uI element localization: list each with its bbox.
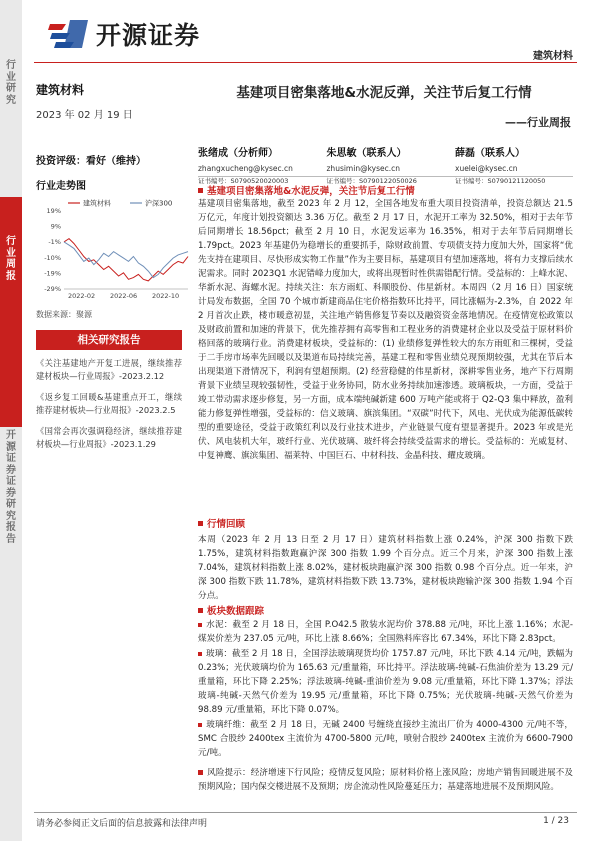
author-cert: 证书编号：S0790121120050 <box>455 177 546 185</box>
company-logo <box>48 18 200 50</box>
footer-disclaimer: 请务必参阅正文后面的信息披露和法律声明 <box>36 819 208 829</box>
logo-text: 开源证券 <box>96 21 201 50</box>
chart-y-tick-label: -10% <box>44 253 61 262</box>
section-heading-sector-data <box>198 603 264 617</box>
chart-source: 数据来源：聚源 <box>36 310 92 319</box>
logo-mark-icon <box>48 18 92 50</box>
related-reports-list <box>36 357 182 458</box>
chart-y-tick-label: -19% <box>44 269 61 278</box>
chart-y-tick-label: 19% <box>46 207 61 215</box>
sector-data-item <box>198 718 573 760</box>
header-category: 建筑材料 <box>533 51 573 62</box>
author-card <box>198 147 316 186</box>
sector-data-item <box>198 647 573 717</box>
page-number: 1 / 23 <box>543 816 569 826</box>
chart-series-line <box>64 242 188 278</box>
market-review-paragraph: 本周（2023 年 2 月 13 日至 2 月 17 日）建筑材料指数上涨 0.24%，沪深 300 指数下跌 1.75%，建筑材料指数跑赢沪深 300 指数 1.99 个百分点。近三个月来，沪深 300 指数上涨 7.04%，建筑材料指数上涨 8.02%，建材板块跑赢沪深 300 指数 0.98 个百分点。近一年来，沪深 300 指数下跌 11.78%，建筑材料指数下跌 13.73%，建材板块跑输沪深 300 指数 1.94 个百分点。 <box>198 535 573 601</box>
report-date: 2023 年 02 月 19 日 <box>36 110 133 121</box>
section-heading-market-review <box>198 516 245 530</box>
square-bullet-icon <box>198 521 203 526</box>
section-heading-summary <box>198 183 415 197</box>
investment-rating: 投资评级：看好（维持） <box>36 156 146 167</box>
sector-data-item <box>198 618 573 646</box>
author-card <box>455 147 573 186</box>
side-strip-mid-label: 行业周报 <box>6 236 16 282</box>
side-strip-highlight <box>0 197 22 427</box>
report-subtitle: ——行业周报 <box>505 116 571 129</box>
square-bullet-icon <box>198 723 202 727</box>
author-cert: 证书编号：S0790520020003 <box>198 177 289 185</box>
square-bullet-icon <box>198 188 203 193</box>
section-heading-text: 行情回顾 <box>207 519 246 530</box>
sector-data-text: 水泥：截至 2 月 18 日，全国 P.O42.5 散装水泥均价 378.88 元/吨，环比上涨 1.16%；水泥-煤炭价差为 237.05 元/吨，环比上涨 8.66%；全国熟料库容比 67.34%，环比下降 2.83pct。 <box>198 620 573 644</box>
author-name: 朱思敏（联系人） <box>326 148 407 159</box>
industry-name: 建筑材料 <box>36 83 85 97</box>
author-divider <box>198 176 573 177</box>
report-title: 基建项目密集落地&水泥反弹，关注节后复工行情 <box>236 85 532 101</box>
author-cert: 证书编号：S0790122050026 <box>326 177 417 185</box>
square-bullet-icon <box>198 608 203 613</box>
trend-chart-title: 行业走势图 <box>36 181 86 192</box>
summary-paragraph: 基建项目密集落地，截至 2023 年 2 月 12，全国各地发布重大项目投资清单，投资总额达 21.5 万亿元，年度计划投资额达 3.36 万亿。截至 2 月 17 日，水泥开工率为 32.50%，相对于去年节后同期增长 18.56pct；截至 2 月 10 日，水泥发运率为 16.35%，相对于去年节后同期增长 1.79pct。2023 年基建仍为稳增长的重要抓手，除财政前置、专项债支持力度加大外，国家将“优先支持在建项目、尽快形成实物工作量”作为主要目标，基建项目有望加速落地，将有力支撑后续水泥需求。同时 2023Q1 水泥错峰力度加大，或将出现暂时性供需错配行情。受益标的：上峰水泥、华新水泥、海螺水泥。持续关注：东方雨虹、科顺股份、伟星新材。本周四（2 月 16 日）国家统计局发布数据，全国 70 个城市新建商品住宅价格指数环比持平，同比涨幅为-2.3%，自 2022 年 2 月首次止跌，楼市暖意初显，关注地产销售修复节奏以及融资资金落地情况。在疫情宽松政策以及财政前置和加速的背景下，优先推荐拥有高零售和工程业务的消费建材企业以及受益于原材料价格回落的玻璃行业。消费建材板块，受益标的：(1) 业绩修复弹性较大的东方雨虹和三棵树，受益于二手房市场率先回暖以及渠道布局持续完善，基建工程和零售业绩兑现预期较强，尤其在节后本出现渠道下滑情况下，利润有望超预期。(2) 经营稳健的伟星新材，深耕零售业务，地产下行周期背景下业绩呈现较强韧性，受益于业务协同，防水业务持续加速渗透。玻璃板块，一方面，受益于竣工带动需求逐步修复，另一方面，成本端纯碱新建 600 万吨产能或将于 Q2-Q3 集中释放，盈利能力修复弹性增强，受益标的：信义玻璃、旗滨集团。“双碳”时代下，风电、光伏成为能源低碳转型的重要途径，受益于政策红利以及行业技术进步，产业链景气度有望显著提升。2023 年或是光伏、风电装机大年，玻纤行业、光伏玻璃、玻纤将会持续受益需求的增长。受益标的：光威复材、中复神鹰、旗滨集团、福莱特、中国巨石、中材科技、金晶科技、耀皮玻璃。 <box>198 199 573 461</box>
author-email[interactable]: xuelei@kysec.cn <box>455 164 518 173</box>
chart-x-tick-label: 2022-10 <box>152 292 180 300</box>
chart-legend-label: 建筑材料 <box>83 199 111 208</box>
trend-chart <box>32 197 192 302</box>
chart-y-tick-label: 9% <box>50 222 61 231</box>
side-strip-top-label: 行业研究 <box>6 60 16 106</box>
section-heading-text: 板块数据跟踪 <box>207 606 265 617</box>
chart-y-tick-label: -1% <box>48 238 61 247</box>
chart-x-tick-label: 2022-02 <box>68 292 96 300</box>
chart-x-tick-label: 2022-06 <box>110 292 138 300</box>
risk-warning-text: 风险提示：经济增速下行风险；疫情反复风险；原材料价格上涨风险；房地产销售回暖进展不及预期风险；国内保交楼进展不及预期；房企流动性风险蔓延压力；基建落地进展不及预期风险。 <box>198 768 573 792</box>
author-name: 张绪成（分析师） <box>198 148 278 159</box>
author-card <box>327 147 445 186</box>
risk-warning <box>198 766 573 794</box>
section-heading-text: 基建项目密集落地&水泥反弹，关注节后复工行情 <box>207 186 415 197</box>
square-bullet-icon <box>198 623 202 627</box>
chart-y-tick-label: -29% <box>44 285 61 293</box>
related-report-item[interactable]: 《关注基建地产开复工进展，继续推荐建材板块—行业周报》-2023.2.12 <box>36 358 182 382</box>
side-strip-bottom-label: 开源证券 证券研究报告 <box>6 430 16 545</box>
chart-legend-label: 沪深300 <box>145 199 173 208</box>
header-divider <box>34 62 577 63</box>
sector-data-text: 玻璃纤维：截至 2 月 18 日，无碱 2400 号缠绕直接纱主流出厂价为 4000-4300 元/吨不等，SMC 合股纱 2400tex 主流价为 4700-5800 元/吨，喷射合股纱 2400tex 主流价为 6600-7900 元/吨。 <box>198 720 573 758</box>
related-report-item[interactable]: 《国常会再次强调稳经济，继续推荐建材板块—行业周报》-2023.1.29 <box>36 425 182 450</box>
footer-divider <box>34 812 577 813</box>
sector-data-text: 玻璃：截至 2 月 18 日，全国浮法玻璃现货均价 1757.87 元/吨，环比下跌 4.14 元/吨，跌幅为 0.23%；光伏玻璃均价为 165.63 元/重量箱，环比持平。浮法玻璃-纯碱-石焦油价差为 13.29 元/重量箱，环比下降 2.25%；浮法玻璃-纯碱-重油价差为 9.08 元/重量箱，环比下降 1.37%；浮法玻璃-纯碱-天然气价差为 19.95 元/重量箱，环比下降 0.75%；光伏玻璃-纯碱-天然气价差为 98.89 元/重量箱，环比下降 0.07%。 <box>198 649 573 715</box>
author-email[interactable]: zhusimin@kysec.cn <box>326 164 400 173</box>
sector-data-list <box>198 618 573 761</box>
square-bullet-icon <box>198 652 202 656</box>
square-bullet-icon <box>198 770 203 775</box>
author-name: 薛磊（联系人） <box>455 148 525 159</box>
related-report-item[interactable]: 《返乡复工回暖&基建重点开工，继续推荐建材板块—行业周报》-2023.2.5 <box>36 391 182 416</box>
related-reports-title: 相关研究报告 <box>36 330 182 350</box>
author-list <box>198 147 573 186</box>
author-email[interactable]: zhangxucheng@kysec.cn <box>198 164 293 173</box>
